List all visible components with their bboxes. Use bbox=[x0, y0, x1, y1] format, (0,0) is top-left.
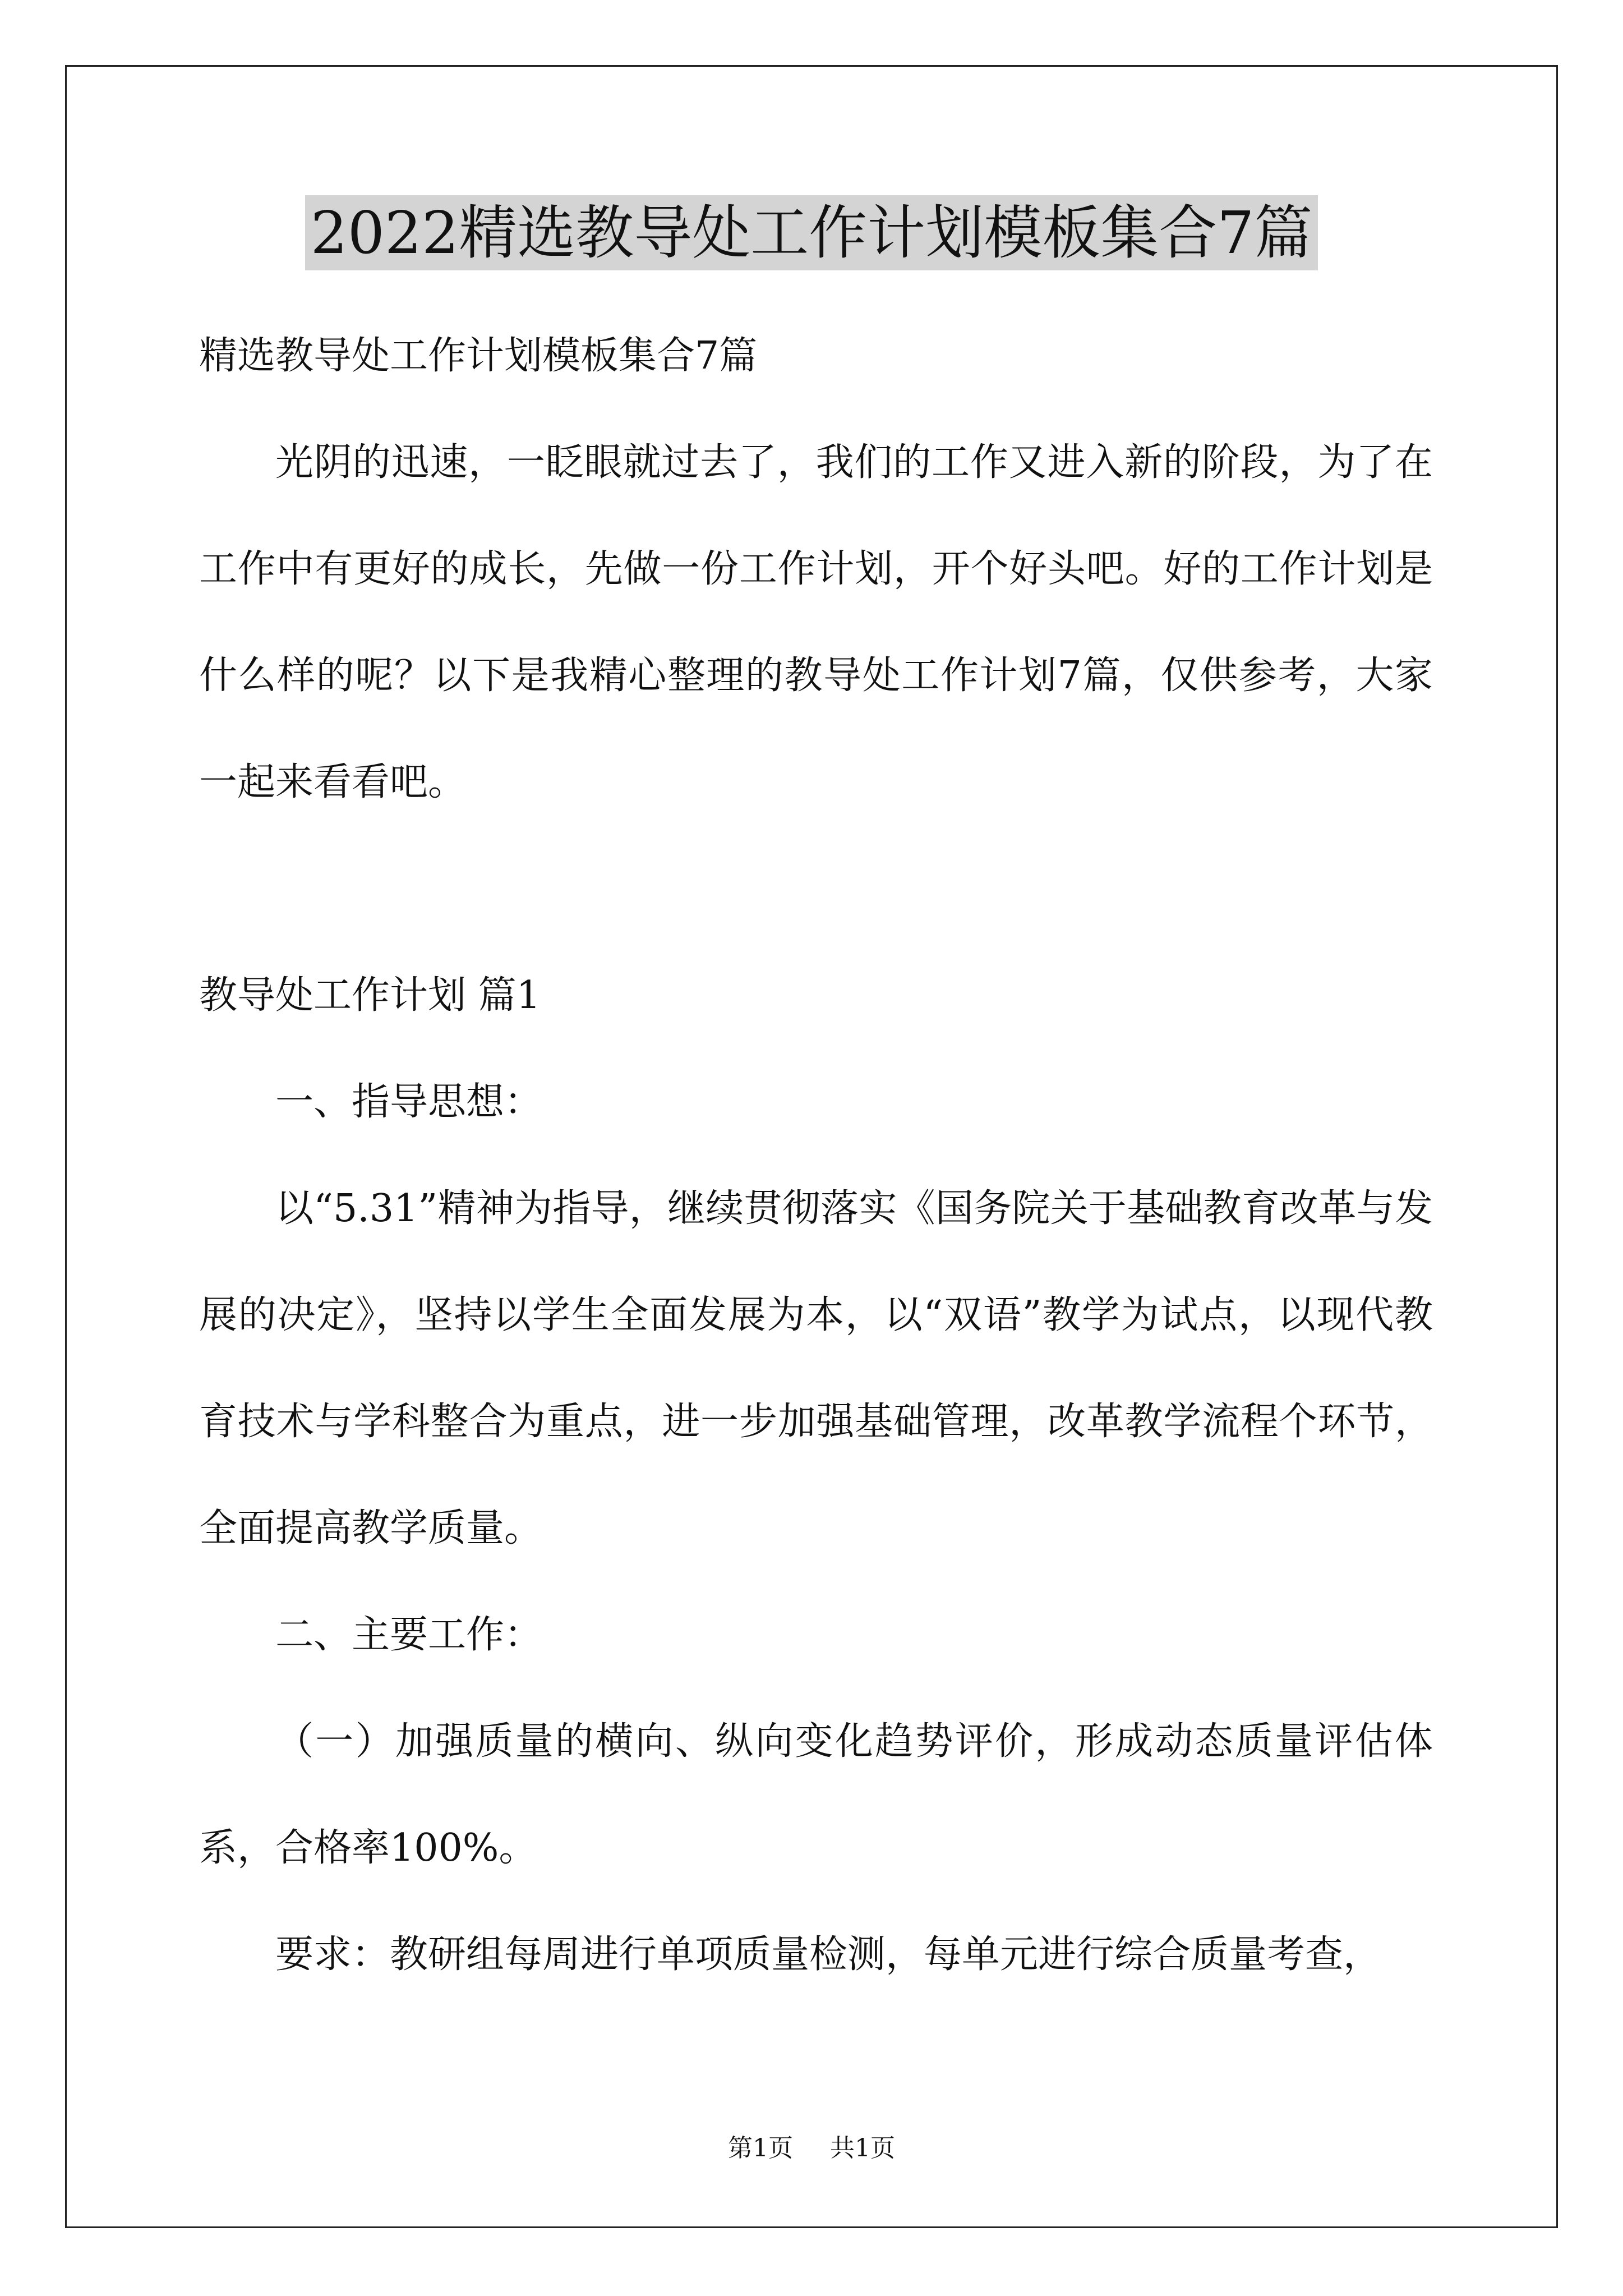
intro-paragraph: 光阴的迅速，一眨眼就过去了，我们的工作又进入新的阶段，为了在工作中有更好的成长，先做一份工作计划，开个好头吧。好的工作计划是什么样的呢？以下是我精心整理的教导处工作计划7篇，仅供参考，大家一起来看看吧。 bbox=[199, 440, 1433, 804]
heading-guiding-ideology: 一、指导思想： bbox=[275, 1080, 543, 1124]
main-work-item-1: （一）加强质量的横向、纵向变化趋势评价，形成动态质量评估体系，合格率100%。 bbox=[199, 1719, 1433, 1870]
document-title bbox=[0, 191, 1623, 275]
section-title: 教导处工作计划 篇1 bbox=[199, 973, 541, 1018]
page-number: 第1页 bbox=[728, 2134, 793, 2162]
page-total: 共1页 bbox=[830, 2134, 895, 2162]
guiding-ideology-paragraph: 以“5.31”精神为指导，继续贯彻落实《国务院关于基础教育改革与发展的决定》，坚持以学生全面发展为本，以“双语”教学为试点，以现代教育技术与学科整合为重点，进一步加强基础管理，改革教学流程个环节，全面提高教学质量。 bbox=[199, 1186, 1433, 1550]
document-subtitle: 精选教导处工作计划模板集合7篇 bbox=[199, 334, 758, 378]
document-body bbox=[199, 303, 1433, 2008]
heading-main-work: 二、主要工作： bbox=[275, 1613, 543, 1657]
page-footer bbox=[0, 2132, 1623, 2165]
document-title-text: 2022精选教导处工作计划模板集合7篇 bbox=[305, 195, 1318, 270]
requirements-paragraph: 要求：教研组每周进行单项质量检测，每单元进行综合质量考查， bbox=[275, 1932, 1382, 1977]
